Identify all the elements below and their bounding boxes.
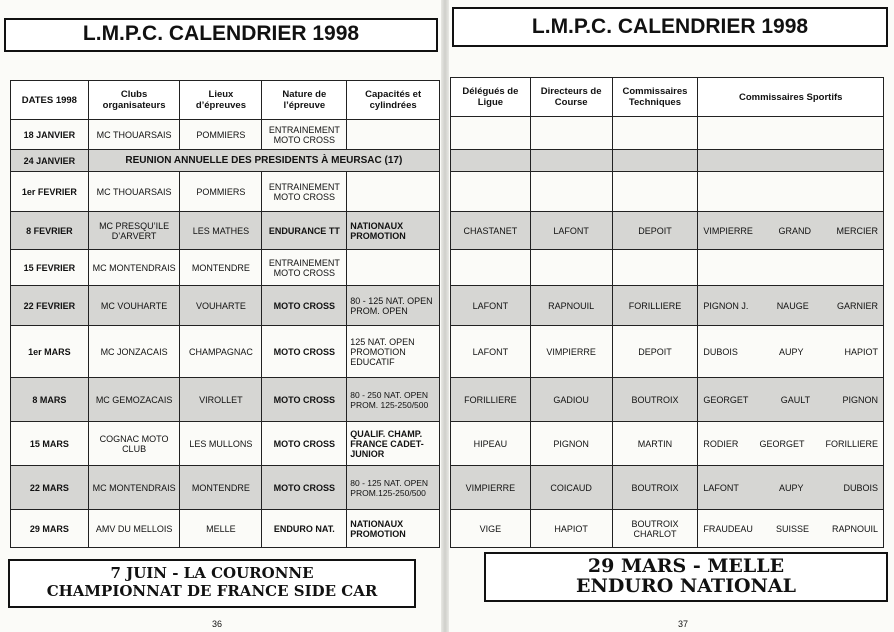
table-row — [11, 466, 440, 510]
date-cell: 22 FEVRIER — [11, 286, 89, 326]
column-header-delegues: Délégués de Ligue — [451, 78, 531, 117]
sportif-name: MERCIER — [836, 225, 878, 236]
table-row — [11, 510, 440, 548]
table-row — [451, 326, 884, 378]
date-cell: 22 MARS — [11, 466, 89, 510]
capacite-cell: 80 - 250 NAT. OPEN PROM. 125-250/500 — [347, 378, 440, 422]
sportif-name: GAULT — [780, 394, 811, 405]
directeur-cell: LAFONT — [530, 212, 612, 250]
right-page — [446, 0, 894, 632]
club-cell: MC GEMOZACAIS — [88, 378, 180, 422]
column-header-capacites: Capacités et cylindrées — [347, 81, 440, 120]
table-row — [11, 378, 440, 422]
sportif-name: GRAND — [778, 225, 811, 236]
enduro-banner — [484, 552, 888, 602]
tech-cell: BOUTROIX CHARLOT — [612, 510, 698, 548]
capacite-cell — [347, 120, 440, 150]
sportif-name: DUBOIS — [703, 346, 738, 357]
sportifs-cell — [698, 326, 884, 378]
directeur-cell: GADIOU — [530, 378, 612, 422]
nature-cell: ENDURO NAT. — [262, 510, 347, 548]
capacite-cell: 80 - 125 NAT. OPEN PROM. OPEN — [347, 286, 440, 326]
date-cell: 1er FEVRIER — [11, 172, 89, 212]
table-header-row — [11, 81, 440, 120]
nature-cell: MOTO CROSS — [262, 378, 347, 422]
nature-cell: ENDURANCE TT — [262, 212, 347, 250]
delegue-cell: LAFONT — [451, 286, 531, 326]
column-header-nature: Nature de l’épreuve — [262, 81, 347, 120]
club-cell: MC PRESQU’ILE D’ARVERT — [88, 212, 180, 250]
table-row — [451, 286, 884, 326]
sportifs-cell — [698, 510, 884, 548]
sportifs-cell — [698, 286, 884, 326]
lieu-cell: VIROLLET — [180, 378, 262, 422]
club-cell: COGNAC MOTO CLUB — [88, 422, 180, 466]
table-row — [11, 326, 440, 378]
sportifs-cell — [698, 466, 884, 510]
table-row — [451, 150, 884, 172]
sportif-name: GEORGET — [703, 394, 749, 405]
sportif-name: AUPY — [778, 346, 804, 357]
nature-cell: ENTRAINEMENT MOTO CROSS — [262, 172, 347, 212]
capacite-cell: QUALIF. CHAMP. FRANCE CADET-JUNIOR — [347, 422, 440, 466]
sportifs-cell — [698, 378, 884, 422]
column-header-directeurs: Directeurs de Course — [530, 78, 612, 117]
directeur-cell: RAPNOUIL — [530, 286, 612, 326]
side-car-banner — [8, 559, 416, 608]
date-cell: 24 JANVIER — [11, 150, 89, 172]
directeur-cell: HAPIOT — [530, 510, 612, 548]
lieu-cell: POMMIERS — [180, 172, 262, 212]
capacite-cell: NATIONAUX PROMOTION — [347, 510, 440, 548]
tech-cell: BOUTROIX — [612, 466, 698, 510]
club-cell: MC JONZACAIS — [88, 326, 180, 378]
left-page — [0, 0, 444, 632]
sportif-name: LAFONT — [703, 482, 739, 493]
nature-cell: ENTRAINEMENT MOTO CROSS — [262, 120, 347, 150]
table-row — [11, 250, 440, 286]
club-cell: MC MONTENDRAIS — [88, 250, 180, 286]
delegue-cell: VIMPIERRE — [451, 466, 531, 510]
table-row — [451, 422, 884, 466]
banner-line-2: ENDURO NATIONAL — [576, 575, 796, 597]
delegue-cell: FORILLIERE — [451, 378, 531, 422]
table-row — [451, 250, 884, 286]
sportif-name: GEORGET — [759, 438, 805, 449]
sportif-name: PIGNON — [842, 394, 878, 405]
lieu-cell: MELLE — [180, 510, 262, 548]
banner-line-1: 29 MARS - MELLE — [587, 555, 785, 577]
banner-line-2: CHAMPIONNAT DE FRANCE SIDE CAR — [46, 582, 378, 600]
page-title: L.M.P.C. CALENDRIER 1998 — [452, 7, 888, 47]
nature-cell: MOTO CROSS — [262, 326, 347, 378]
table-row — [11, 212, 440, 250]
lieu-cell: VOUHARTE — [180, 286, 262, 326]
table-header-row — [451, 78, 884, 117]
page-number: 36 — [212, 619, 223, 629]
date-cell: 18 JANVIER — [11, 120, 89, 150]
table-row — [451, 378, 884, 422]
table-row — [11, 422, 440, 466]
table-row — [11, 286, 440, 326]
table-row — [451, 212, 884, 250]
table-row — [451, 117, 884, 150]
capacite-cell: NATIONAUX PROMOTION — [347, 212, 440, 250]
sportif-name: FORILLIERE — [825, 438, 878, 449]
delegue-cell: LAFONT — [451, 326, 531, 378]
directeur-cell: COICAUD — [530, 466, 612, 510]
sportif-name: VIMPIERRE — [703, 225, 753, 236]
event-span-cell: REUNION ANNUELLE DES PRESIDENTS À MEURSAC (17) — [88, 150, 439, 172]
sportifs-cell — [698, 212, 884, 250]
club-cell: MC MONTENDRAIS — [88, 466, 180, 510]
date-cell: 8 MARS — [11, 378, 89, 422]
table-row — [451, 510, 884, 548]
sportif-name: RODIER — [703, 438, 739, 449]
column-header-sportifs: Commissaires Sportifs — [698, 78, 884, 117]
nature-cell: MOTO CROSS — [262, 286, 347, 326]
lieu-cell: MONTENDRE — [180, 250, 262, 286]
directeur-cell: VIMPIERRE — [530, 326, 612, 378]
delegue-cell: CHASTANET — [451, 212, 531, 250]
capacite-cell — [347, 250, 440, 286]
tech-cell: DEPOIT — [612, 212, 698, 250]
table-row — [11, 172, 440, 212]
nature-cell: MOTO CROSS — [262, 466, 347, 510]
page-number: 37 — [678, 619, 689, 629]
page-title: L.M.P.C. CALENDRIER 1998 — [4, 18, 438, 52]
nature-cell: ENTRAINEMENT MOTO CROSS — [262, 250, 347, 286]
sportif-name: RAPNOUIL — [831, 523, 878, 534]
lieu-cell: MONTENDRE — [180, 466, 262, 510]
tech-cell: FORILLIERE — [612, 286, 698, 326]
column-header-clubs: Clubs organisateurs — [88, 81, 180, 120]
sportif-name: DUBOIS — [843, 482, 878, 493]
tech-cell: DEPOIT — [612, 326, 698, 378]
officials-table — [450, 77, 884, 548]
sportif-name: AUPY — [778, 482, 804, 493]
capacite-cell: 125 NAT. OPEN PROMOTION EDUCATIF — [347, 326, 440, 378]
date-cell: 29 MARS — [11, 510, 89, 548]
delegue-cell: VIGE — [451, 510, 531, 548]
sportif-name: SUISSE — [775, 523, 809, 534]
club-cell: MC VOUHARTE — [88, 286, 180, 326]
date-cell: 1er MARS — [11, 326, 89, 378]
sportif-name: GARNIER — [836, 300, 878, 311]
club-cell: AMV DU MELLOIS — [88, 510, 180, 548]
table-row — [451, 466, 884, 510]
capacite-cell — [347, 172, 440, 212]
column-header-lieux: Lieux d’épreuves — [180, 81, 262, 120]
tech-cell: BOUTROIX — [612, 378, 698, 422]
tech-cell: MARTIN — [612, 422, 698, 466]
lieu-cell: POMMIERS — [180, 120, 262, 150]
sportif-name: NAUGE — [776, 300, 809, 311]
calendar-table — [10, 80, 440, 548]
sportif-name: FRAUDEAU — [703, 523, 753, 534]
club-cell: MC THOUARSAIS — [88, 120, 180, 150]
banner-line-1: 7 JUIN - LA COURONNE — [110, 564, 314, 582]
table-row — [11, 120, 440, 150]
table-row — [451, 172, 884, 212]
nature-cell: MOTO CROSS — [262, 422, 347, 466]
directeur-cell: PIGNON — [530, 422, 612, 466]
date-cell: 8 FEVRIER — [11, 212, 89, 250]
date-cell: 15 FEVRIER — [11, 250, 89, 286]
column-header-dates: DATES 1998 — [11, 81, 89, 120]
delegue-cell: HIPEAU — [451, 422, 531, 466]
date-cell: 15 MARS — [11, 422, 89, 466]
column-header-techniques: Commissaires Techniques — [612, 78, 698, 117]
lieu-cell: LES MULLONS — [180, 422, 262, 466]
sportifs-cell — [698, 422, 884, 466]
lieu-cell: CHAMPAGNAC — [180, 326, 262, 378]
club-cell: MC THOUARSAIS — [88, 172, 180, 212]
sportif-name: HAPIOT — [844, 346, 878, 357]
table-row — [11, 150, 440, 172]
capacite-cell: 80 - 125 NAT. OPEN PROM.125-250/500 — [347, 466, 440, 510]
sportif-name: PIGNON J. — [703, 300, 749, 311]
lieu-cell: LES MATHES — [180, 212, 262, 250]
